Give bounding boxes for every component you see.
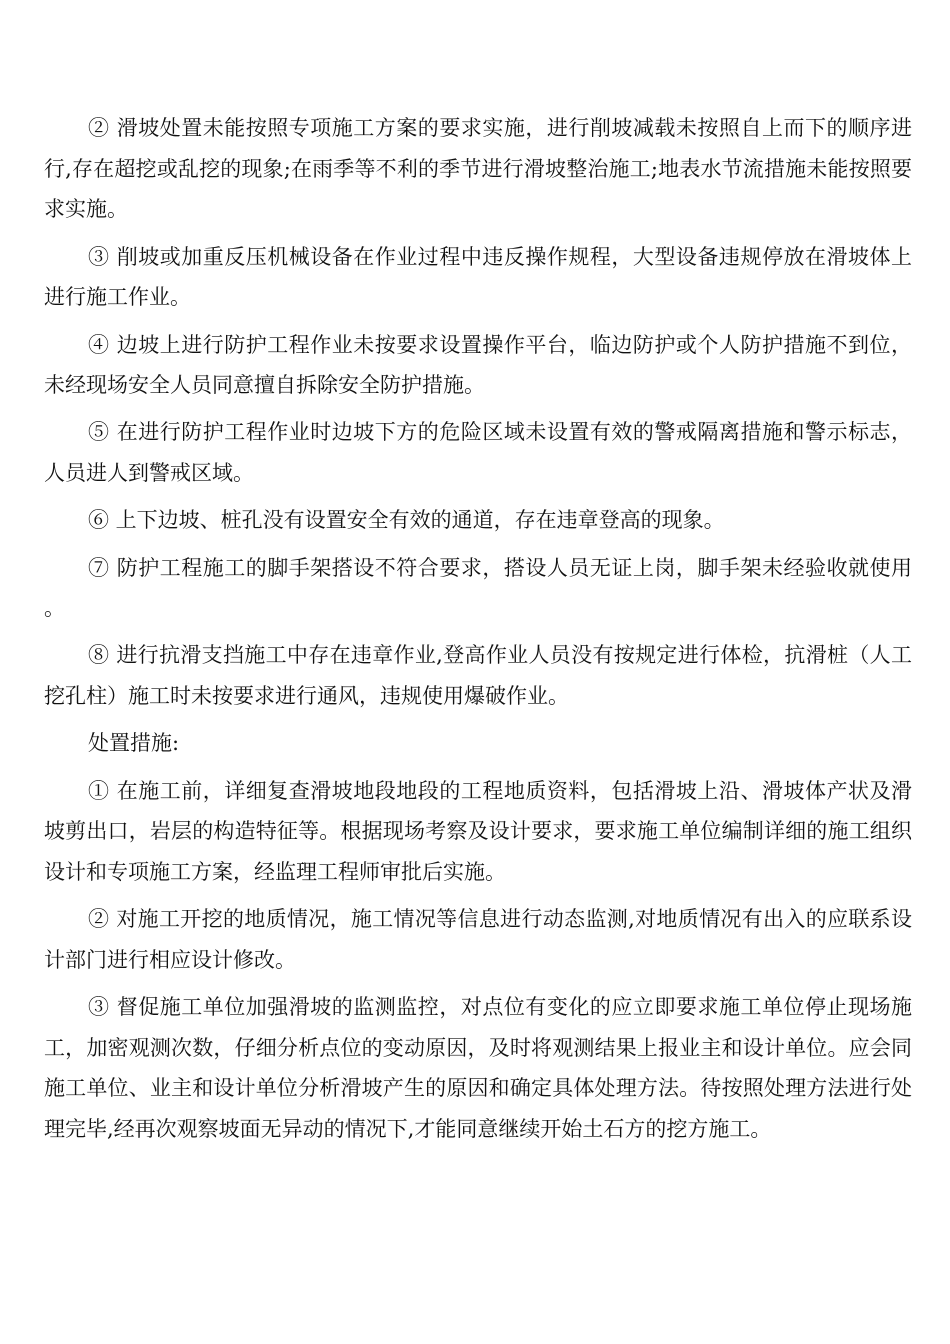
paragraph-landslide-handling: ② 滑坡处置未能按照专项施工方案的要求实施，进行削坡减载未按照自上而下的顺序进行,存在超挖或乱挖的现象;在雨季等不利的季节进行滑坡整治施工;地表水节流措施未能按照要求实施。	[44, 116, 912, 222]
paragraph-slope-protection-platform: ④ 边坡上进行防护工程作业未按要求设置操作平台，临边防护或个人防护措施不到位，未经现场安全人员同意擅自拆除安全防护措施。	[44, 332, 912, 398]
paragraph-machinery-operation: ③ 削坡或加重反压机械设备在作业过程中违反操作规程，大型设备违规停放在滑坡体上进行施工作业。	[44, 244, 912, 310]
paragraph-measure-monitoring-control: ③ 督促施工单位加强滑坡的监测监控，对点位有变化的应立即要求施工单位停止现场施工，加密观测次数，仔细分析点位的变动原因，及时将观测结果上报业主和设计单位。应会同施工单位、业主和设计单位分析滑坡产生的原因和确定具体处理方法。待按照处理方法进行处理完毕,经再次观察坡面无异动的情况下,才能同意继续开始土石方的挖方施工。	[44, 995, 912, 1142]
paragraph-scaffolding: ⑦ 防护工程施工的脚手架搭设不符合要求，搭设人员无证上岗，脚手架未经验收就使用。	[44, 555, 912, 621]
paragraph-safe-passage: ⑥ 上下边坡、桩孔没有设置安全有效的通道，存在违章登高的现象。	[88, 508, 725, 533]
paragraph-anti-slide-support: ⑧ 进行抗滑支挡施工中存在违章作业,登高作业人员没有按规定进行体检，抗滑桩（人工挖孔柱）施工时未按要求进行通风，违规使用爆破作业。	[44, 643, 912, 709]
paragraph-warning-isolation: ⑤ 在进行防护工程作业时边坡下方的危险区域未设置有效的警戒隔离措施和警示标志，人员进人到警戒区域。	[44, 420, 912, 486]
document-body	[44, 108, 912, 1150]
paragraph-measure-review-data: ① 在施工前，详细复查滑坡地段地段的工程地质资料，包括滑坡上沿、滑坡体产状及滑坡剪出口，岩层的构造特征等。根据现场考察及设计要求，要求施工单位编制详细的施工组织设计和专项施工方案，经监理工程师审批后实施。	[44, 778, 912, 884]
paragraph-measure-dynamic-monitoring: ② 对施工开挖的地质情况，施工情况等信息进行动态监测,对地质情况有出入的应联系设计部门进行相应设计修改。	[44, 907, 912, 972]
section-heading-measures: 处置措施:	[88, 731, 180, 756]
